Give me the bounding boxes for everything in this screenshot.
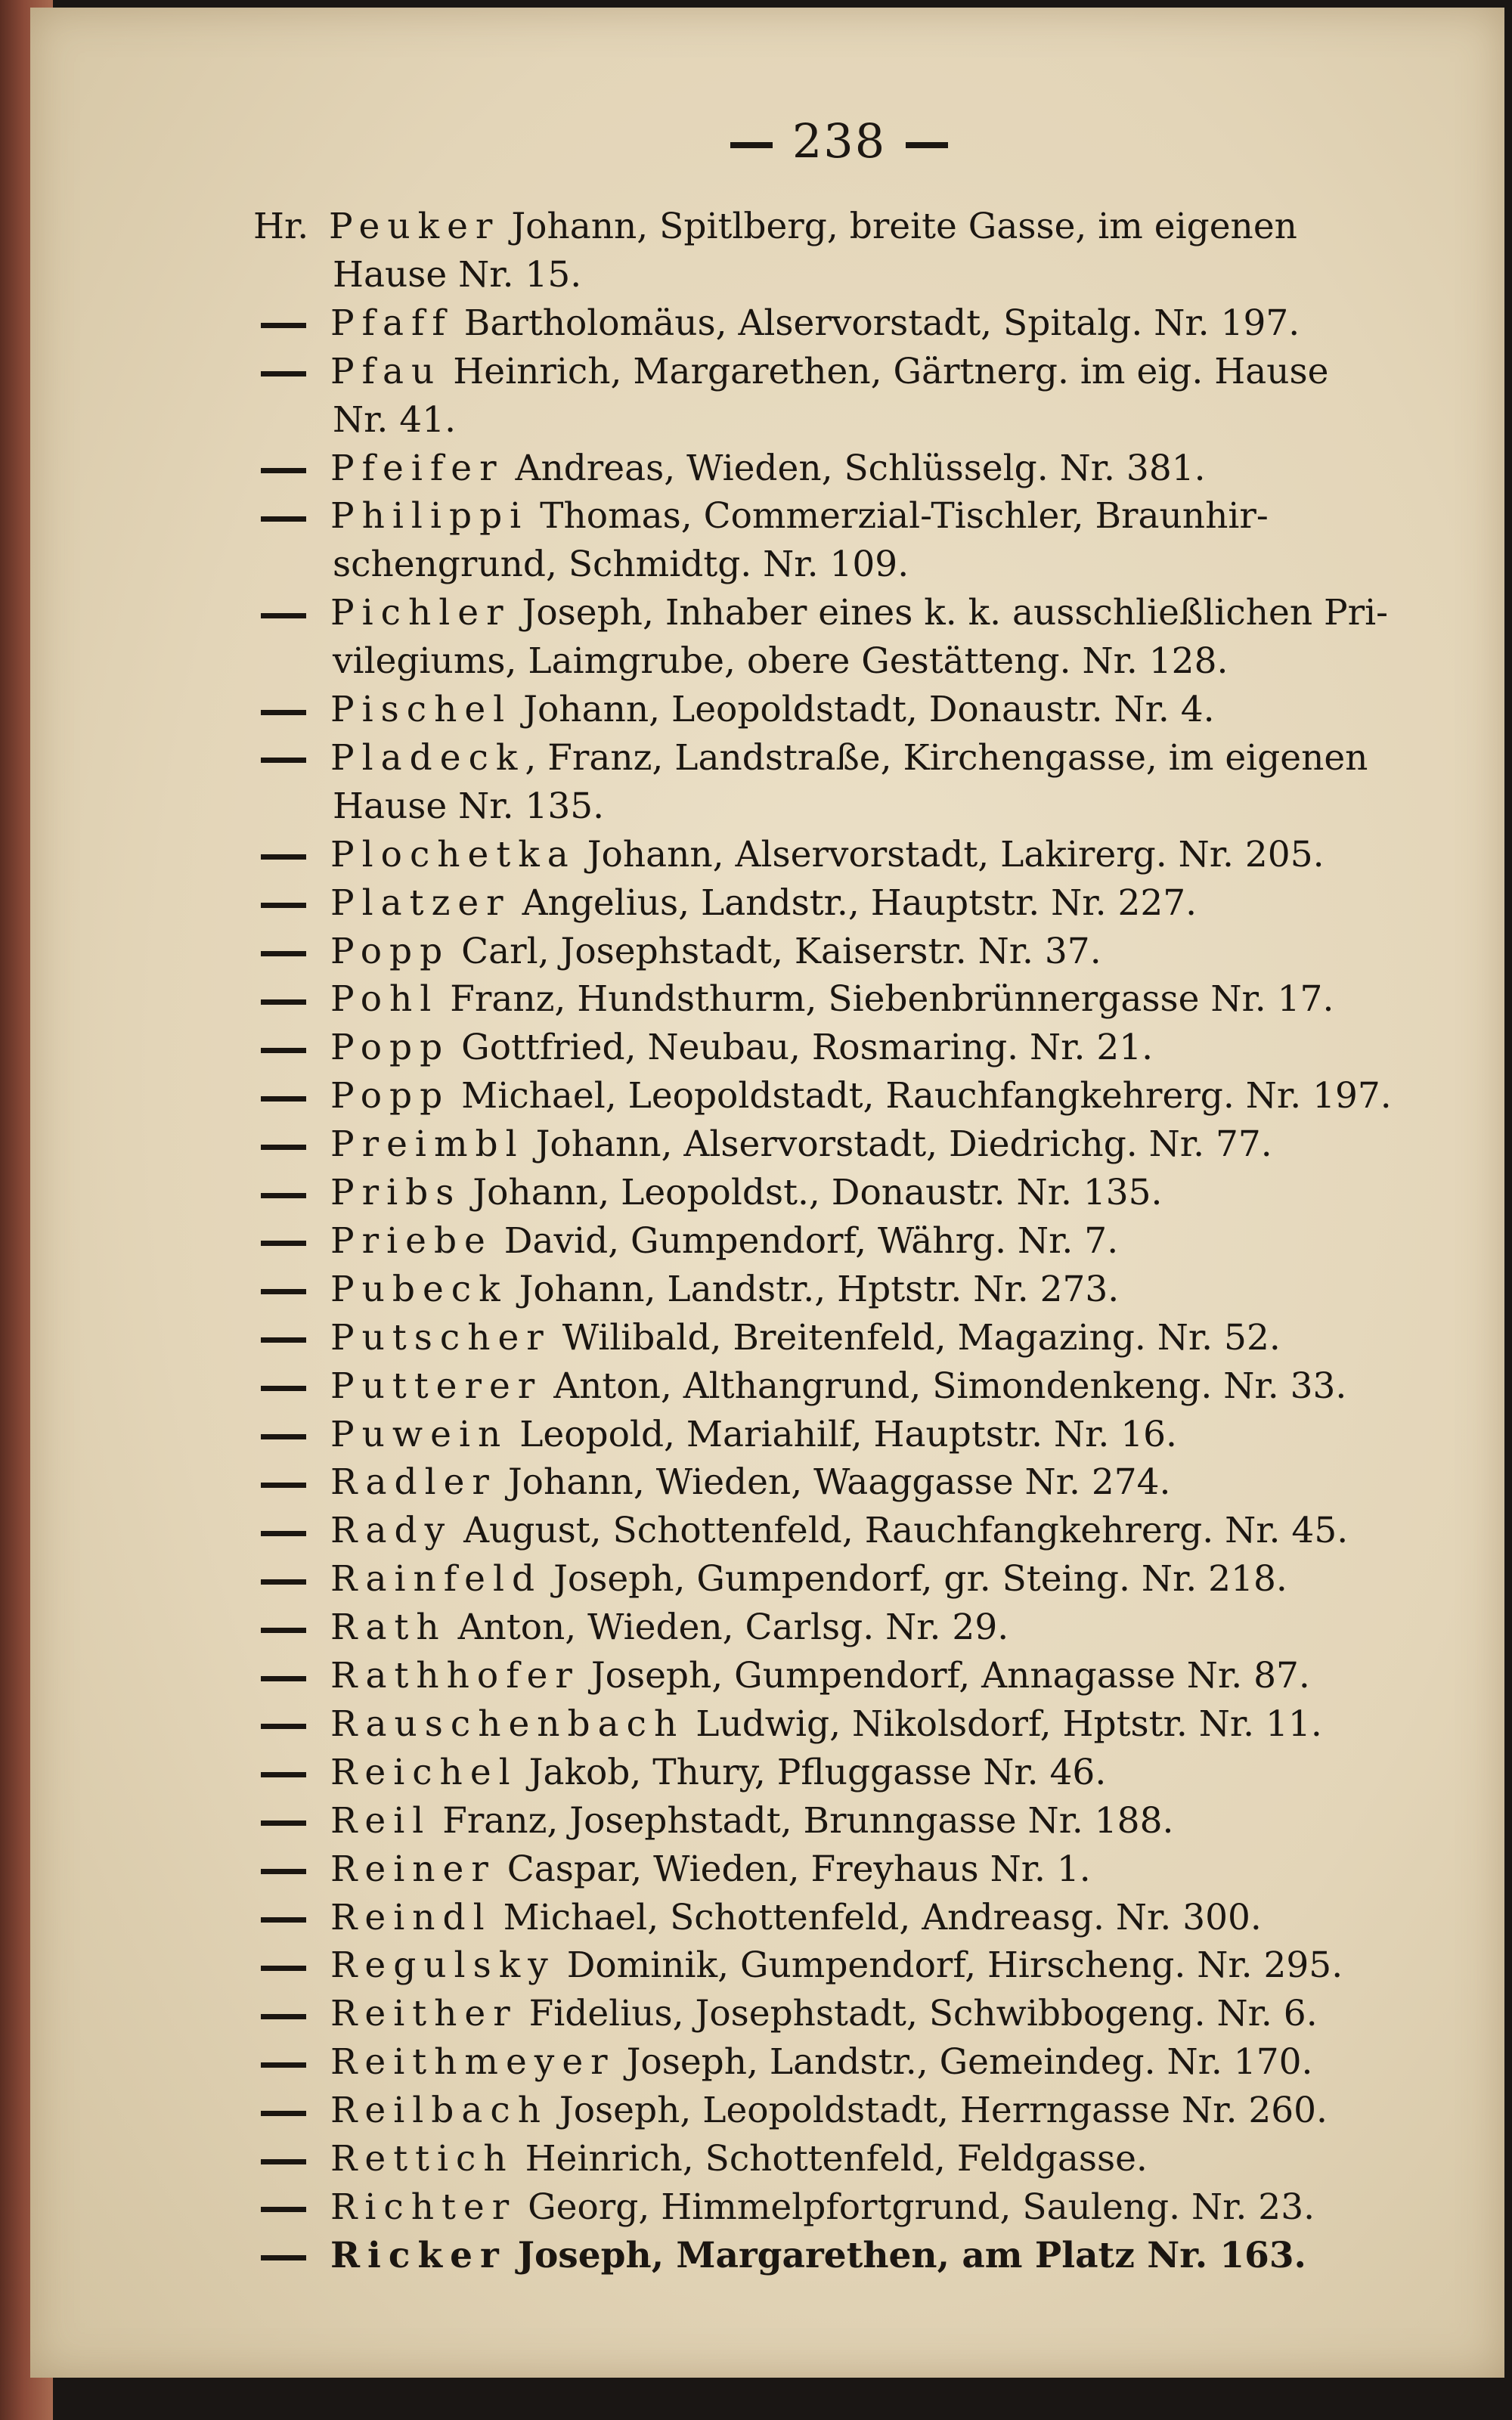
- entry-dash: [261, 2186, 330, 2229]
- directory-entry: [261, 1993, 1318, 2035]
- entry-surname: Rath: [330, 1607, 447, 1649]
- entry-surname: Rainfeld: [330, 1558, 543, 1600]
- entry-details: Johann, Landstr., Hptstr. Nr. 273.: [519, 1268, 1120, 1310]
- entry-prefix: Hr.: [253, 206, 309, 247]
- directory-entry: [261, 1365, 1346, 1408]
- entry-surname: Reither: [330, 1993, 518, 2035]
- entry-details: Jakob, Thury, Pfluggasse Nr. 46.: [528, 1751, 1107, 1793]
- entry-details: Hause Nr. 15.: [333, 253, 582, 296]
- entry-surname: Pfeifer: [330, 447, 504, 489]
- directory-entry-continuation: [333, 544, 909, 586]
- entry-dash: [261, 1848, 330, 1891]
- entry-dash: [261, 1317, 330, 1359]
- entry-dash: [261, 495, 330, 538]
- entry-surname: Rady: [330, 1510, 453, 1552]
- directory-entry: [261, 592, 1388, 634]
- entry-surname: Plochetka: [330, 833, 576, 875]
- entry-details: Franz, Hundsthurm, Siebenbrünnergasse Nr. 17.: [450, 978, 1334, 1021]
- directory-entry: [261, 931, 1101, 973]
- entry-dash: [261, 2235, 330, 2277]
- entry-details: Wilibald, Breitenfeld, Magazing. Nr. 52.: [562, 1316, 1281, 1359]
- entry-details: Michael, Schottenfeld, Andreasg. Nr. 300.: [503, 1896, 1262, 1938]
- directory-entry: [261, 2235, 1306, 2277]
- entry-details: Bartholomäus, Alservorstadt, Spitalg. Nr. 197.: [463, 302, 1300, 344]
- entry-details: Thomas, Commerzial-Tischler, Braunhir-: [540, 495, 1269, 538]
- entry-details: schengrund, Schmidtg. Nr. 109.: [333, 544, 909, 586]
- entry-details: Gottfried, Neubau, Rosmaring. Nr. 21.: [461, 1027, 1154, 1069]
- directory-entry-continuation: [333, 785, 604, 828]
- entry-dash: [261, 1897, 330, 1939]
- directory-entry: [261, 1848, 1091, 1891]
- entry-details: , Franz, Landstraße, Kirchengasse, im eigenen: [525, 736, 1368, 779]
- directory-entry-continuation: [333, 399, 456, 442]
- entry-dash: [261, 1752, 330, 1794]
- entry-dash: [261, 931, 330, 973]
- directory-entry: [261, 882, 1197, 925]
- entry-dash: [261, 592, 330, 634]
- entry-dash: [261, 1655, 330, 1697]
- entry-details: Ludwig, Nikolsdorf, Hptstr. Nr. 11.: [696, 1703, 1322, 1745]
- entry-dash: [261, 1800, 330, 1842]
- entry-surname: Pfaff: [330, 302, 453, 344]
- entry-dash: [261, 2138, 330, 2180]
- directory-entry: [261, 1461, 1170, 1504]
- entry-dash: [261, 2090, 330, 2132]
- directory-entry: [261, 2041, 1312, 2084]
- entry-dash: [261, 2041, 330, 2084]
- entry-surname: Pischel: [330, 689, 513, 730]
- entry-surname: Platzer: [330, 882, 511, 924]
- entry-details: Hause Nr. 135.: [333, 785, 605, 827]
- entry-surname: Puwein: [330, 1413, 509, 1455]
- entry-dash: [261, 1993, 330, 2035]
- entry-surname: Preimbl: [330, 1123, 525, 1166]
- entry-details: Franz, Josephstadt, Brunngasse Nr. 188.: [442, 1799, 1174, 1842]
- entry-surname: Pichler: [330, 592, 511, 634]
- entry-details: Joseph, Gumpendorf, gr. Steing. Nr. 218.: [553, 1558, 1287, 1600]
- entry-details: Anton, Wieden, Carlsg. Nr. 29.: [457, 1607, 1009, 1649]
- entry-dash: [261, 1944, 330, 1987]
- entry-dash: [261, 1558, 330, 1600]
- entry-surname: Ricker: [330, 2234, 507, 2276]
- entry-surname: Reilbach: [330, 2090, 548, 2132]
- entry-details: Michael, Leopoldstadt, Rauchfangkehrerg. Nr. 197.: [461, 1075, 1392, 1117]
- directory-entry: [261, 2090, 1328, 2132]
- directory-entry: [261, 1944, 1343, 1987]
- entry-dash: [261, 1461, 330, 1504]
- entry-surname: Pfau: [330, 350, 442, 392]
- entry-dash: [261, 1414, 330, 1456]
- directory-entry: [261, 1414, 1177, 1456]
- entry-dash: [261, 302, 330, 345]
- directory-entry: [261, 737, 1368, 779]
- entry-surname: Pubeck: [330, 1268, 508, 1310]
- entry-details: vilegiums, Laimgrube, obere Gestätteng. Nr. 128.: [333, 640, 1228, 683]
- entry-details: Caspar, Wieden, Freyhaus Nr. 1.: [507, 1848, 1091, 1890]
- entry-details: Johann, Wieden, Waaggasse Nr. 274.: [507, 1461, 1171, 1504]
- directory-entry-continuation: [333, 640, 1228, 683]
- entry-surname: Putterer: [330, 1365, 543, 1407]
- entry-details: Johann, Leopoldstadt, Donaustr. Nr. 4.: [523, 689, 1215, 730]
- entry-surname: Popp: [330, 930, 451, 972]
- entry-surname: Regulsky: [330, 1944, 556, 1987]
- entry-details: Carl, Josephstadt, Kaiserstr. Nr. 37.: [461, 930, 1101, 972]
- entry-details: Johann, Spitlberg, breite Gasse, im eigenen: [511, 206, 1297, 247]
- directory-entry: [261, 1655, 1310, 1697]
- entry-dash: [261, 978, 330, 1021]
- entry-dash: [261, 1510, 330, 1552]
- directory-entry: [261, 1607, 1009, 1649]
- entry-details: Andreas, Wieden, Schlüsselg. Nr. 381.: [515, 447, 1206, 489]
- entry-surname: Pladeck: [330, 736, 525, 779]
- entry-surname: Radler: [330, 1461, 497, 1504]
- entry-details: August, Schottenfeld, Rauchfangkehrerg. Nr. 45.: [463, 1510, 1349, 1552]
- entry-dash: [261, 1269, 330, 1311]
- directory-entry: [261, 2138, 1148, 2180]
- entry-surname: Reiner: [330, 1848, 496, 1890]
- entry-surname: Rathhofer: [330, 1655, 580, 1696]
- entry-dash: [261, 834, 330, 876]
- entry-dash: [261, 1365, 330, 1408]
- entry-surname: Reindl: [330, 1896, 492, 1938]
- entry-details: Fidelius, Josephstadt, Schwibbogeng. Nr. 6.: [528, 1993, 1318, 2035]
- page-number-value: 238: [792, 113, 887, 169]
- directory-entry: [261, 689, 1215, 731]
- entry-surname: Richter: [330, 2186, 517, 2228]
- directory-entry: [261, 1800, 1173, 1842]
- directory-entry: [261, 1075, 1392, 1117]
- entry-details: Joseph, Gumpendorf, Annagasse Nr. 87.: [590, 1655, 1310, 1696]
- directory-entry: [261, 448, 1206, 490]
- directory-entry: [261, 2186, 1315, 2229]
- entry-dash: [261, 1220, 330, 1263]
- entry-details: Joseph, Margarethen, am Platz Nr. 163.: [517, 2234, 1306, 2276]
- entry-dash: [261, 737, 330, 779]
- directory-entry: [261, 495, 1269, 538]
- directory-entry: [261, 834, 1325, 876]
- entry-details: Joseph, Landstr., Gemeindeg. Nr. 170.: [626, 2041, 1313, 2084]
- entry-surname: Reithmeyer: [330, 2041, 615, 2084]
- entry-details: Johann, Alservorstadt, Lakirerg. Nr. 205.: [587, 833, 1325, 875]
- entry-dash: [261, 1703, 330, 1746]
- directory-entry: [261, 1558, 1287, 1600]
- directory-entry: [261, 1317, 1281, 1359]
- entry-details: Johann, Leopoldst., Donaustr. Nr. 135.: [472, 1172, 1163, 1213]
- entry-surname: Philippi: [330, 495, 529, 538]
- entry-details: Heinrich, Schottenfeld, Feldgasse.: [525, 2138, 1148, 2180]
- directory-entry: [261, 1027, 1153, 1069]
- directory-entry: [261, 1703, 1322, 1746]
- entry-surname: Popp: [330, 1075, 451, 1117]
- entry-dash: [261, 1607, 330, 1649]
- entry-surname: Reichel: [330, 1751, 518, 1793]
- entry-dash: [261, 1123, 330, 1166]
- entry-details: Georg, Himmelpfortgrund, Sauleng. Nr. 23.: [528, 2186, 1315, 2228]
- entry-dash: [261, 1172, 330, 1214]
- directory-entry: [261, 351, 1328, 393]
- entry-dash: [261, 689, 330, 731]
- entry-dash: [261, 882, 330, 925]
- entry-surname: Putscher: [330, 1316, 551, 1359]
- entry-dash: [261, 1027, 330, 1069]
- entry-details: Johann, Alservorstadt, Diedrichg. Nr. 77.: [535, 1123, 1272, 1166]
- directory-entry: [261, 1220, 1118, 1263]
- directory-entry: [261, 978, 1334, 1021]
- entry-dash: [261, 448, 330, 490]
- directory-entry: [261, 1897, 1262, 1939]
- directory-entry: [261, 1172, 1162, 1214]
- entry-surname: Pribs: [330, 1172, 462, 1213]
- directory-entry: [261, 1752, 1106, 1794]
- directory-entry: [261, 1269, 1119, 1311]
- entry-surname: Rettich: [330, 2138, 514, 2180]
- directory-entry: [261, 1510, 1348, 1552]
- entry-surname: Rauschenbach: [330, 1703, 685, 1745]
- entry-details: Anton, Althangrund, Simondenkeng. Nr. 33.: [553, 1365, 1347, 1407]
- entry-details: Nr. 41.: [333, 398, 457, 441]
- directory-entry-continuation: [333, 254, 581, 296]
- entry-details: Leopold, Mariahilf, Hauptstr. Nr. 16.: [519, 1413, 1178, 1455]
- directory-entry: [253, 206, 1297, 248]
- entry-surname: Reil: [330, 1799, 432, 1842]
- directory-entry: [261, 1123, 1272, 1166]
- entry-details: Heinrich, Margarethen, Gärtnerg. im eig. Hause: [453, 350, 1329, 392]
- book-page: [30, 8, 1504, 2378]
- entry-surname: Peuker: [329, 206, 500, 247]
- entry-dash: [261, 351, 330, 393]
- entry-details: Joseph, Leopoldstadt, Herrngasse Nr. 260.: [559, 2090, 1328, 2132]
- entry-details: Dominik, Gumpendorf, Hirscheng. Nr. 295.: [566, 1944, 1343, 1987]
- entry-details: Joseph, Inhaber eines k. k. ausschließlichen Pri-: [522, 592, 1389, 634]
- entry-details: Angelius, Landstr., Hauptstr. Nr. 227.: [522, 882, 1198, 924]
- directory-entry: [261, 302, 1300, 345]
- entry-details: David, Gumpendorf, Währg. Nr. 7.: [503, 1219, 1119, 1262]
- entry-dash: [261, 1075, 330, 1117]
- entry-surname: Popp: [330, 1027, 451, 1069]
- entry-surname: Priebe: [330, 1219, 493, 1262]
- directory-entries: [30, 8, 1504, 2378]
- entry-surname: Pohl: [330, 978, 439, 1021]
